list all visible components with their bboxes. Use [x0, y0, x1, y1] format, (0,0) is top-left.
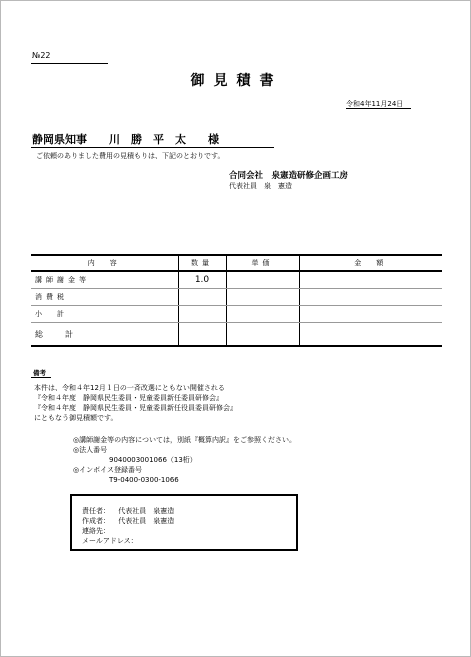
notes-line: 本件は、令和４年12月１日の一斉改選にともない開催される: [34, 384, 225, 392]
item-quantity: [178, 306, 226, 323]
item-name: 講師謝金等: [31, 271, 178, 289]
total-quantity: [178, 323, 226, 347]
contact-label: 責任者：: [82, 507, 110, 515]
estimate-table: [31, 254, 442, 347]
header-amount: 金 額: [299, 255, 442, 271]
issuer-company: 合同会社 泉憲造研修企画工房: [229, 171, 349, 181]
item-unit-price: [226, 271, 299, 289]
item-amount: [299, 306, 442, 323]
contact-label: 連絡先：: [82, 527, 110, 535]
table-row: [31, 289, 442, 306]
contact-label: 作成者：: [82, 517, 110, 525]
contact-label: メールアドレス：: [82, 537, 138, 545]
invoice-number: T9-0400-0300-1066: [109, 476, 179, 484]
item-name: 小 計: [31, 306, 178, 323]
item-unit-price: [226, 289, 299, 306]
contact-row-responsible: [82, 506, 174, 516]
recipient-name: 静岡県知事 川 勝 平 太 様: [32, 133, 219, 146]
notes-heading: 備考: [33, 369, 46, 377]
table-header-row: [31, 255, 442, 271]
item-name: 消費税: [31, 289, 178, 306]
item-amount: [299, 289, 442, 306]
header-description: 内 容: [31, 255, 178, 271]
header-unit-price: 単価: [226, 255, 299, 271]
contact-value: 代表社員 泉憲造: [118, 517, 175, 525]
recipient-underline: [31, 147, 274, 148]
total-row: [31, 323, 442, 347]
document-title: 御見積書: [190, 73, 283, 89]
contact-row-author: [82, 516, 174, 526]
issue-date-underline: [346, 108, 411, 109]
header-quantity: 数量: [178, 255, 226, 271]
corporate-number: 9040003001066（13桁）: [109, 456, 197, 464]
total-label: 総計: [31, 323, 178, 347]
item-amount: [299, 271, 442, 289]
item-quantity: [178, 289, 226, 306]
contact-value: 代表社員 泉憲造: [118, 507, 175, 515]
item-quantity: 1.0: [178, 271, 226, 289]
contact-row-phone: [82, 526, 116, 536]
table-row: [31, 306, 442, 323]
table-row: [31, 271, 442, 289]
document-number: №22: [32, 51, 51, 60]
contact-box: [70, 494, 298, 551]
total-unit-price: [226, 323, 299, 347]
document-number-underline: [31, 63, 108, 64]
notes-line: 『令和４年度 静岡県民生委員・児童委員新任役員委員研修会』: [34, 404, 237, 412]
notes-line: 『令和４年度 静岡県民生委員・児童委員新任委員研修会』: [34, 394, 223, 402]
contact-row-email: [82, 536, 138, 546]
notes-line: にともなう御見積額です。: [34, 414, 118, 422]
intro-text: ご依頼のありました費用の見積もりは、下記のとおりです。: [36, 152, 225, 160]
notes-heading-underline: [31, 377, 51, 378]
corporate-number-label: ◎法人番号: [73, 446, 108, 454]
invoice-number-label: ◎インボイス登録番号: [73, 466, 143, 474]
total-amount: [299, 323, 442, 347]
issuer-representative: 代表社員 泉 憲造: [229, 182, 292, 190]
item-unit-price: [226, 306, 299, 323]
issue-date: 令和4年11月24日: [346, 100, 404, 108]
notes-body: [34, 383, 237, 423]
breakdown-reference: ◎講師謝金等の内容については，別紙『概算内訳』をご参照ください。: [73, 436, 296, 444]
